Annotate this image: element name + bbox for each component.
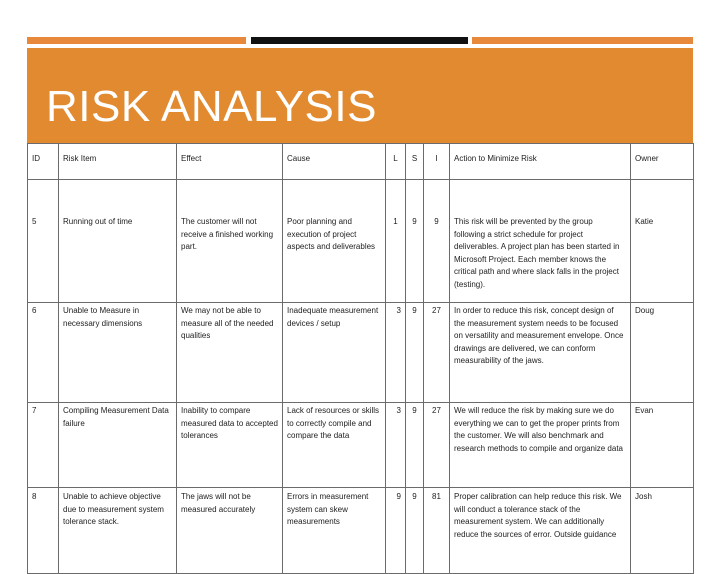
table-row <box>28 180 694 303</box>
cell-id: 6 <box>28 303 59 403</box>
cell-effect: The jaws will not be measured accurately <box>177 488 283 574</box>
cell-owner: Josh <box>631 488 694 574</box>
cell-s: 9 <box>406 180 424 303</box>
cell-action: This risk will be prevented by the group following a strict schedule for project deliverables. A project plan has been started in Microsoft Project. Each member knows the critical path and where slack falls in the project (testing). <box>450 180 631 303</box>
table-header-row <box>28 144 694 180</box>
cell-action: We will reduce the risk by making sure we do everything we can to get the proper prints from the customer. We will also benchmark and research methods to compile and organize data <box>450 403 631 488</box>
cell-i: 27 <box>424 303 450 403</box>
cell-risk-item: Unable to achieve objective due to measurement system tolerance stack. <box>59 488 177 574</box>
header-effect: Effect <box>177 144 283 180</box>
cell-cause: Errors in measurement system can skew measurements <box>283 488 386 574</box>
table-row <box>28 303 694 403</box>
header-cause: Cause <box>283 144 386 180</box>
header-i: I <box>424 144 450 180</box>
header-s: S <box>406 144 424 180</box>
cell-i: 27 <box>424 403 450 488</box>
cell-effect: We may not be able to measure all of the needed qualities <box>177 303 283 403</box>
cell-owner: Evan <box>631 403 694 488</box>
top-accent-bar-middle <box>251 37 468 44</box>
header-l: L <box>386 144 406 180</box>
cell-s: 9 <box>406 403 424 488</box>
cell-owner: Katie <box>631 180 694 303</box>
cell-l: 3 <box>386 403 406 488</box>
cell-id: 8 <box>28 488 59 574</box>
cell-effect: The customer will not receive a finished working part. <box>177 180 283 303</box>
cell-cause: Lack of resources or skills to correctly compile and compare the data <box>283 403 386 488</box>
cell-risk-item: Compiling Measurement Data failure <box>59 403 177 488</box>
header-action: Action to Minimize Risk <box>450 144 631 180</box>
table-row <box>28 403 694 488</box>
cell-cause: Inadequate measurement devices / setup <box>283 303 386 403</box>
header-owner: Owner <box>631 144 694 180</box>
cell-risk-item: Unable to Measure in necessary dimensions <box>59 303 177 403</box>
cell-i: 81 <box>424 488 450 574</box>
cell-cause: Poor planning and execution of project aspects and deliverables <box>283 180 386 303</box>
cell-l: 3 <box>386 303 406 403</box>
top-accent-bar-left <box>27 37 246 44</box>
page-title: RISK ANALYSIS <box>46 82 377 131</box>
cell-action: Proper calibration can help reduce this risk. We will conduct a tolerance stack of the measurement system. We can additionally reduce the sources of error. Outside guidance <box>450 488 631 574</box>
cell-id: 5 <box>28 180 59 303</box>
cell-l: 1 <box>386 180 406 303</box>
table-row <box>28 488 694 574</box>
top-accent-bar-right <box>472 37 693 44</box>
header-risk-item: Risk Item <box>59 144 177 180</box>
cell-s: 9 <box>406 488 424 574</box>
cell-effect: Inability to compare measured data to accepted tolerances <box>177 403 283 488</box>
header-id: ID <box>28 144 59 180</box>
cell-risk-item: Running out of time <box>59 180 177 303</box>
cell-l: 9 <box>386 488 406 574</box>
cell-owner: Doug <box>631 303 694 403</box>
cell-s: 9 <box>406 303 424 403</box>
cell-action: In order to reduce this risk, concept design of the measurement system needs to be focused on versatility and measurement envelope. Once drawings are delivered, we can conform measurability of the jaws. <box>450 303 631 403</box>
cell-i: 9 <box>424 180 450 303</box>
risk-table <box>27 143 694 574</box>
cell-id: 7 <box>28 403 59 488</box>
